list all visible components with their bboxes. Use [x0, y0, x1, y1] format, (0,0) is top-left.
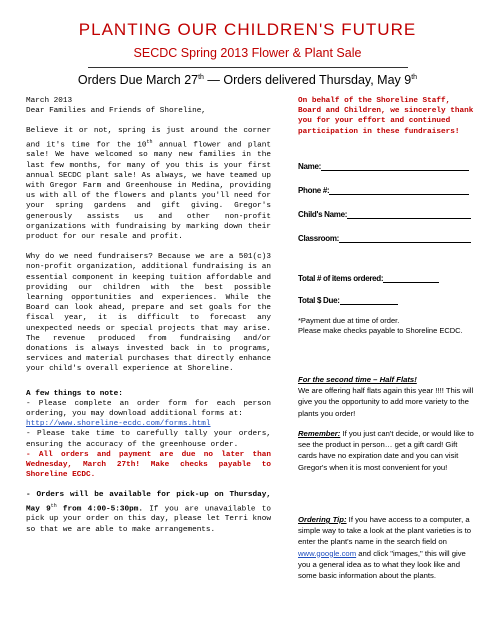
order-sidebar	[298, 96, 476, 581]
half-flats-section	[298, 374, 478, 419]
things-heading: A few things to note:	[26, 389, 123, 398]
order-dates	[0, 73, 495, 87]
tip-body-a: If you have access to a computer, a simple way to take a look at the plant varieties is to enter the plant's name in the search field on	[298, 515, 472, 547]
remember-heading: Remember:	[298, 429, 341, 438]
payment-notes	[298, 316, 478, 336]
orders-due-sup: th	[198, 73, 204, 81]
letter-date: March 2013	[26, 97, 73, 105]
para1-sup: th	[146, 138, 153, 145]
phone-field[interactable]	[298, 186, 469, 195]
things-item-1	[26, 399, 271, 430]
letter-paragraph-1	[26, 126, 271, 242]
ordering-tip-section	[298, 514, 478, 581]
para1-b: annual flower and plant sale! We have welcomed so many new families in the last few months, for many of you this is your first annual SECDC plant sale! As always, we have teamed up with Gregor Farm and Greenhouse in Medina, providing us with all of the flowers and plants you'll need for your spring gardens and gift giving. Gregor's generously assists us and other non-profit organizations with fundraising by marking down their product for our resale and profit.	[26, 141, 272, 241]
total-items-field[interactable]	[298, 274, 439, 283]
thanks-message: On behalf of the Shoreline Staff, Board and Children, we sincerely thank you for your effort and continued participation in these fundraisers!	[298, 97, 474, 136]
name-label: Name:	[298, 162, 321, 171]
things-item-4	[26, 490, 271, 534]
google-link[interactable]: www.google.com	[298, 548, 357, 558]
classroom-label: Classroom:	[298, 234, 340, 243]
title-divider	[88, 67, 408, 68]
payment-note: *Payment due at time of order.	[298, 316, 400, 325]
item4-bold-a: - Orders will be available for pick-up on Thursday, May 9	[26, 491, 271, 514]
classroom-field[interactable]	[298, 234, 471, 243]
half-flats-heading: For the second time – Half Flats!	[298, 375, 417, 384]
tip-body-b: and click "images," this will give you a general idea as to what they look like and some basic information about the plants.	[298, 548, 466, 581]
item1-text: - Please complete an order form for each person ordering, you may download additional forms at:	[26, 399, 271, 419]
things-item-3: - All orders and payment are due no later than Wednesday, March 27th! Make checks payable to Shoreline ECDC.	[26, 450, 271, 480]
things-to-note	[26, 389, 271, 535]
item4-bold-b: from 4:00-5:30pm.	[56, 505, 143, 514]
remember-section	[298, 428, 478, 473]
remember-body: If you just can't decide, or would like to see the product in person… get a gift card! Gift cards have no expiration date and you can visit Gregor's when it is most convenient for you!	[298, 429, 474, 472]
item4-rest: If you are unavailable to pick up your order on this day, please let Terri know so that we are able to make arrangements.	[26, 505, 271, 534]
letter-column	[26, 96, 271, 535]
orders-due-text: Orders Due March 27	[77, 73, 199, 87]
checks-note: Please make checks payable to Shoreline ECDC.	[298, 326, 463, 335]
orders-delivered-sup: th	[411, 73, 418, 81]
total-due-field[interactable]	[298, 296, 398, 305]
item4-sup: th	[50, 502, 57, 509]
letter-salutation: Dear Families and Friends of Shoreline,	[26, 107, 206, 116]
page-subtitle: SECDC Spring 2013 Flower & Plant Sale	[133, 46, 362, 60]
phone-label: Phone #:	[298, 186, 330, 195]
child-name-label: Child's Name:	[298, 210, 348, 219]
page-title: PLANTING OUR CHILDREN'S FUTURE	[78, 20, 417, 39]
things-item-2: - Please take time to carefully tally your orders, ensuring the accuracy of the greenhouse order.	[26, 430, 271, 449]
orders-delivered-text: — Orders delivered Thursday, May 9	[203, 73, 412, 87]
tip-heading: Ordering Tip:	[298, 515, 347, 524]
total-due-label: Total $ Due:	[298, 296, 340, 305]
child-name-field[interactable]	[298, 210, 471, 219]
forms-link[interactable]: http://www.shoreline-ecdc.com/forms.html	[26, 420, 211, 429]
half-flats-body: We are offering half flats again this year !!!! This will give you the opportunity to add more variety to the plants you order!	[298, 386, 474, 418]
total-items-label: Total # of items ordered:	[298, 274, 384, 283]
para1-a: Believe it or not, spring is just around the corner and it's time for the 10	[26, 127, 271, 150]
letter-paragraph-2: Why do we need fundraisers? Because we are a 501(c)3 non-profit organization, additional fundraising is an essential component in keeping tuition affordable and providing our children with the best possible learning opportunities and experiences. While the Board can look ahead, prepare and set goals for the fiscal year, it is difficult to forecast any unexpected needs or special projects that may arise. The revenue produced from fundraising and/or donations is always invested back in to programs, services and material purchases that directly enhance your child's overall experience at Shoreline.	[26, 253, 271, 374]
name-field[interactable]	[298, 162, 469, 171]
